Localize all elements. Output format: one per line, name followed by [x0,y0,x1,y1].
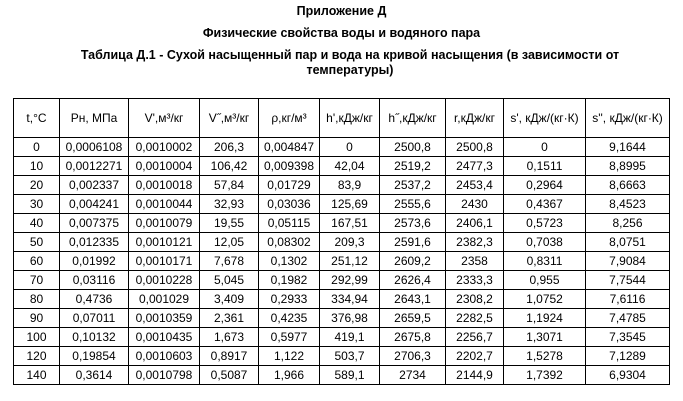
table-cell: 0,01992 [60,252,129,271]
table-cell: 2256,7 [446,328,504,347]
table-cell: 0,5977 [259,328,320,347]
table-cell: 376,98 [320,309,380,328]
table-cell: 589,1 [320,366,380,385]
table-cell: 0,0010359 [129,309,200,328]
column-header: h˝,кДж/кг [380,99,446,138]
table-cell: 7,7544 [586,271,670,290]
table-cell: 7,9084 [586,252,670,271]
table-row [14,195,670,214]
column-header: r,кДж/кг [446,99,504,138]
table-cell: 2519,2 [380,157,446,176]
table-cell: 0,03036 [259,195,320,214]
table-cell: 2453,4 [446,176,504,195]
table-cell: 83,9 [320,176,380,195]
table-cell: 1,673 [200,328,259,347]
table-cell: 0,3614 [60,366,129,385]
table-cell: 0,4367 [504,195,586,214]
column-header: Рн, МПа [60,99,129,138]
table-row [14,233,670,252]
table-cell: 0 [320,138,380,157]
table-cell: 334,94 [320,290,380,309]
table-cell: 2282,5 [446,309,504,328]
table-cell: 2,361 [200,309,259,328]
table-cell: 2675,8 [380,328,446,347]
table-cell: 0,2964 [504,176,586,195]
table-cell: 0,0010044 [129,195,200,214]
table-cell: 2500,8 [380,138,446,157]
table-cell: 0,0006108 [60,138,129,157]
table-row [14,214,670,233]
table-cell: 0,0010079 [129,214,200,233]
document-subtitle: Физические свойства воды и водяного пара [202,26,481,40]
table-cell: 140 [14,366,60,385]
table-row [14,138,670,157]
table-cell: 0,07011 [60,309,129,328]
table-cell: 1,7392 [504,366,586,385]
table-cell: 2659,5 [380,309,446,328]
table-cell: 12,05 [200,233,259,252]
table-cell: 2500,8 [446,138,504,157]
table-cell: 7,678 [200,252,259,271]
table-cell: 0,0010228 [129,271,200,290]
table-cell: 100 [14,328,60,347]
column-header: V˝,м³/кг [200,99,259,138]
table-cell: 106,42 [200,157,259,176]
table-cell: 0,0010171 [129,252,200,271]
table-cell: 7,3545 [586,328,670,347]
table-cell: 42,04 [320,157,380,176]
table-cell: 0,0010002 [129,138,200,157]
table-cell: 0 [14,138,60,157]
column-header: V',м³/кг [129,99,200,138]
table-cell: 0,19854 [60,347,129,366]
table-cell: 2734 [380,366,446,385]
saturation-table [13,98,670,385]
table-cell: 0,1511 [504,157,586,176]
table-cell: 419,1 [320,328,380,347]
table-cell: 8,4523 [586,195,670,214]
table-cell: 2406,1 [446,214,504,233]
table-cell: 0,4235 [259,309,320,328]
table-cell: 8,0751 [586,233,670,252]
table-cell: 0,5723 [504,214,586,233]
table-header-row [14,99,670,138]
table-cell: 0,05115 [259,214,320,233]
table-cell: 0,8917 [200,347,259,366]
table-cell: 2555,6 [380,195,446,214]
table-cell: 0,2933 [259,290,320,309]
appendix-title: Приложение Д [296,4,387,18]
table-cell: 2144,9 [446,366,504,385]
table-row [14,328,670,347]
table-cell: 2333,3 [446,271,504,290]
table-cell: 0,0010603 [129,347,200,366]
table-cell: 1,3071 [504,328,586,347]
column-header: s', кДж/(кг·К) [504,99,586,138]
table-cell: 9,1644 [586,138,670,157]
table-cell: 1,122 [259,347,320,366]
table-cell: 2573,6 [380,214,446,233]
table-cell: 0,7038 [504,233,586,252]
table-cell: 8,6663 [586,176,670,195]
table-cell: 0,007375 [60,214,129,233]
table-cell: 60 [14,252,60,271]
table-cell: 80 [14,290,60,309]
column-header: h',кДж/кг [320,99,380,138]
column-header: s'', кДж/(кг·К) [586,99,670,138]
table-cell: 0,0010018 [129,176,200,195]
table-cell: 1,966 [259,366,320,385]
table-row [14,176,670,195]
table-cell: 503,7 [320,347,380,366]
table-cell: 7,4785 [586,309,670,328]
table-body [14,138,670,385]
column-header: t,°С [14,99,60,138]
table-cell: 5,045 [200,271,259,290]
table-cell: 0,10132 [60,328,129,347]
table-cell: 2591,6 [380,233,446,252]
table-cell: 2609,2 [380,252,446,271]
table-row [14,252,670,271]
table-cell: 0,5087 [200,366,259,385]
table-cell: 120 [14,347,60,366]
table-cell: 0,1982 [259,271,320,290]
table-cell: 0,955 [504,271,586,290]
table-cell: 19,55 [200,214,259,233]
table-cell: 2537,2 [380,176,446,195]
table-cell: 0,0010121 [129,233,200,252]
table-cell: 57,84 [200,176,259,195]
table-cell: 0,08302 [259,233,320,252]
table-cell: 0,012335 [60,233,129,252]
table-cell: 2477,3 [446,157,504,176]
table-cell: 0,01729 [259,176,320,195]
table-cell: 2382,3 [446,233,504,252]
table-cell: 30 [14,195,60,214]
table-caption: Таблица Д.1 - Сухой насыщенный пар и вода на кривой насыщения (в зависимости от температуры) [80,48,620,77]
table-cell: 32,93 [200,195,259,214]
table-cell: 70 [14,271,60,290]
table-cell: 7,1289 [586,347,670,366]
table-cell: 10 [14,157,60,176]
table-cell: 2626,4 [380,271,446,290]
table-cell: 3,409 [200,290,259,309]
table-row [14,347,670,366]
table-row [14,366,670,385]
table-cell: 0,4736 [60,290,129,309]
table-cell: 0,0010435 [129,328,200,347]
table-cell: 8,256 [586,214,670,233]
table-cell: 0,8311 [504,252,586,271]
table-cell: 0,001029 [129,290,200,309]
table-row [14,290,670,309]
table-cell: 167,51 [320,214,380,233]
table-cell: 1,5278 [504,347,586,366]
table-cell: 2706,3 [380,347,446,366]
table-cell: 50 [14,233,60,252]
table-cell: 0,0010004 [129,157,200,176]
table-cell: 2643,1 [380,290,446,309]
table-cell: 40 [14,214,60,233]
table-cell: 0,009398 [259,157,320,176]
table-cell: 0 [504,138,586,157]
table-row [14,157,670,176]
table-cell: 206,3 [200,138,259,157]
table-cell: 125,69 [320,195,380,214]
table-cell: 8,8995 [586,157,670,176]
table-cell: 2358 [446,252,504,271]
table-cell: 90 [14,309,60,328]
table-row [14,271,670,290]
table-cell: 2430 [446,195,504,214]
table-cell: 2202,7 [446,347,504,366]
column-header: ρ,кг/м³ [259,99,320,138]
table-cell: 7,6116 [586,290,670,309]
table-cell: 1,0752 [504,290,586,309]
table-cell: 0,004847 [259,138,320,157]
table-cell: 0,0010798 [129,366,200,385]
table-cell: 0,1302 [259,252,320,271]
table-cell: 6,9304 [586,366,670,385]
table-cell: 2308,2 [446,290,504,309]
table-cell: 0,004241 [60,195,129,214]
table-cell: 0,03116 [60,271,129,290]
table-cell: 251,12 [320,252,380,271]
table-cell: 292,99 [320,271,380,290]
table-cell: 0,0012271 [60,157,129,176]
table-cell: 209,3 [320,233,380,252]
table-cell: 0,002337 [60,176,129,195]
table-cell: 1,1924 [504,309,586,328]
table-row [14,309,670,328]
table-cell: 20 [14,176,60,195]
